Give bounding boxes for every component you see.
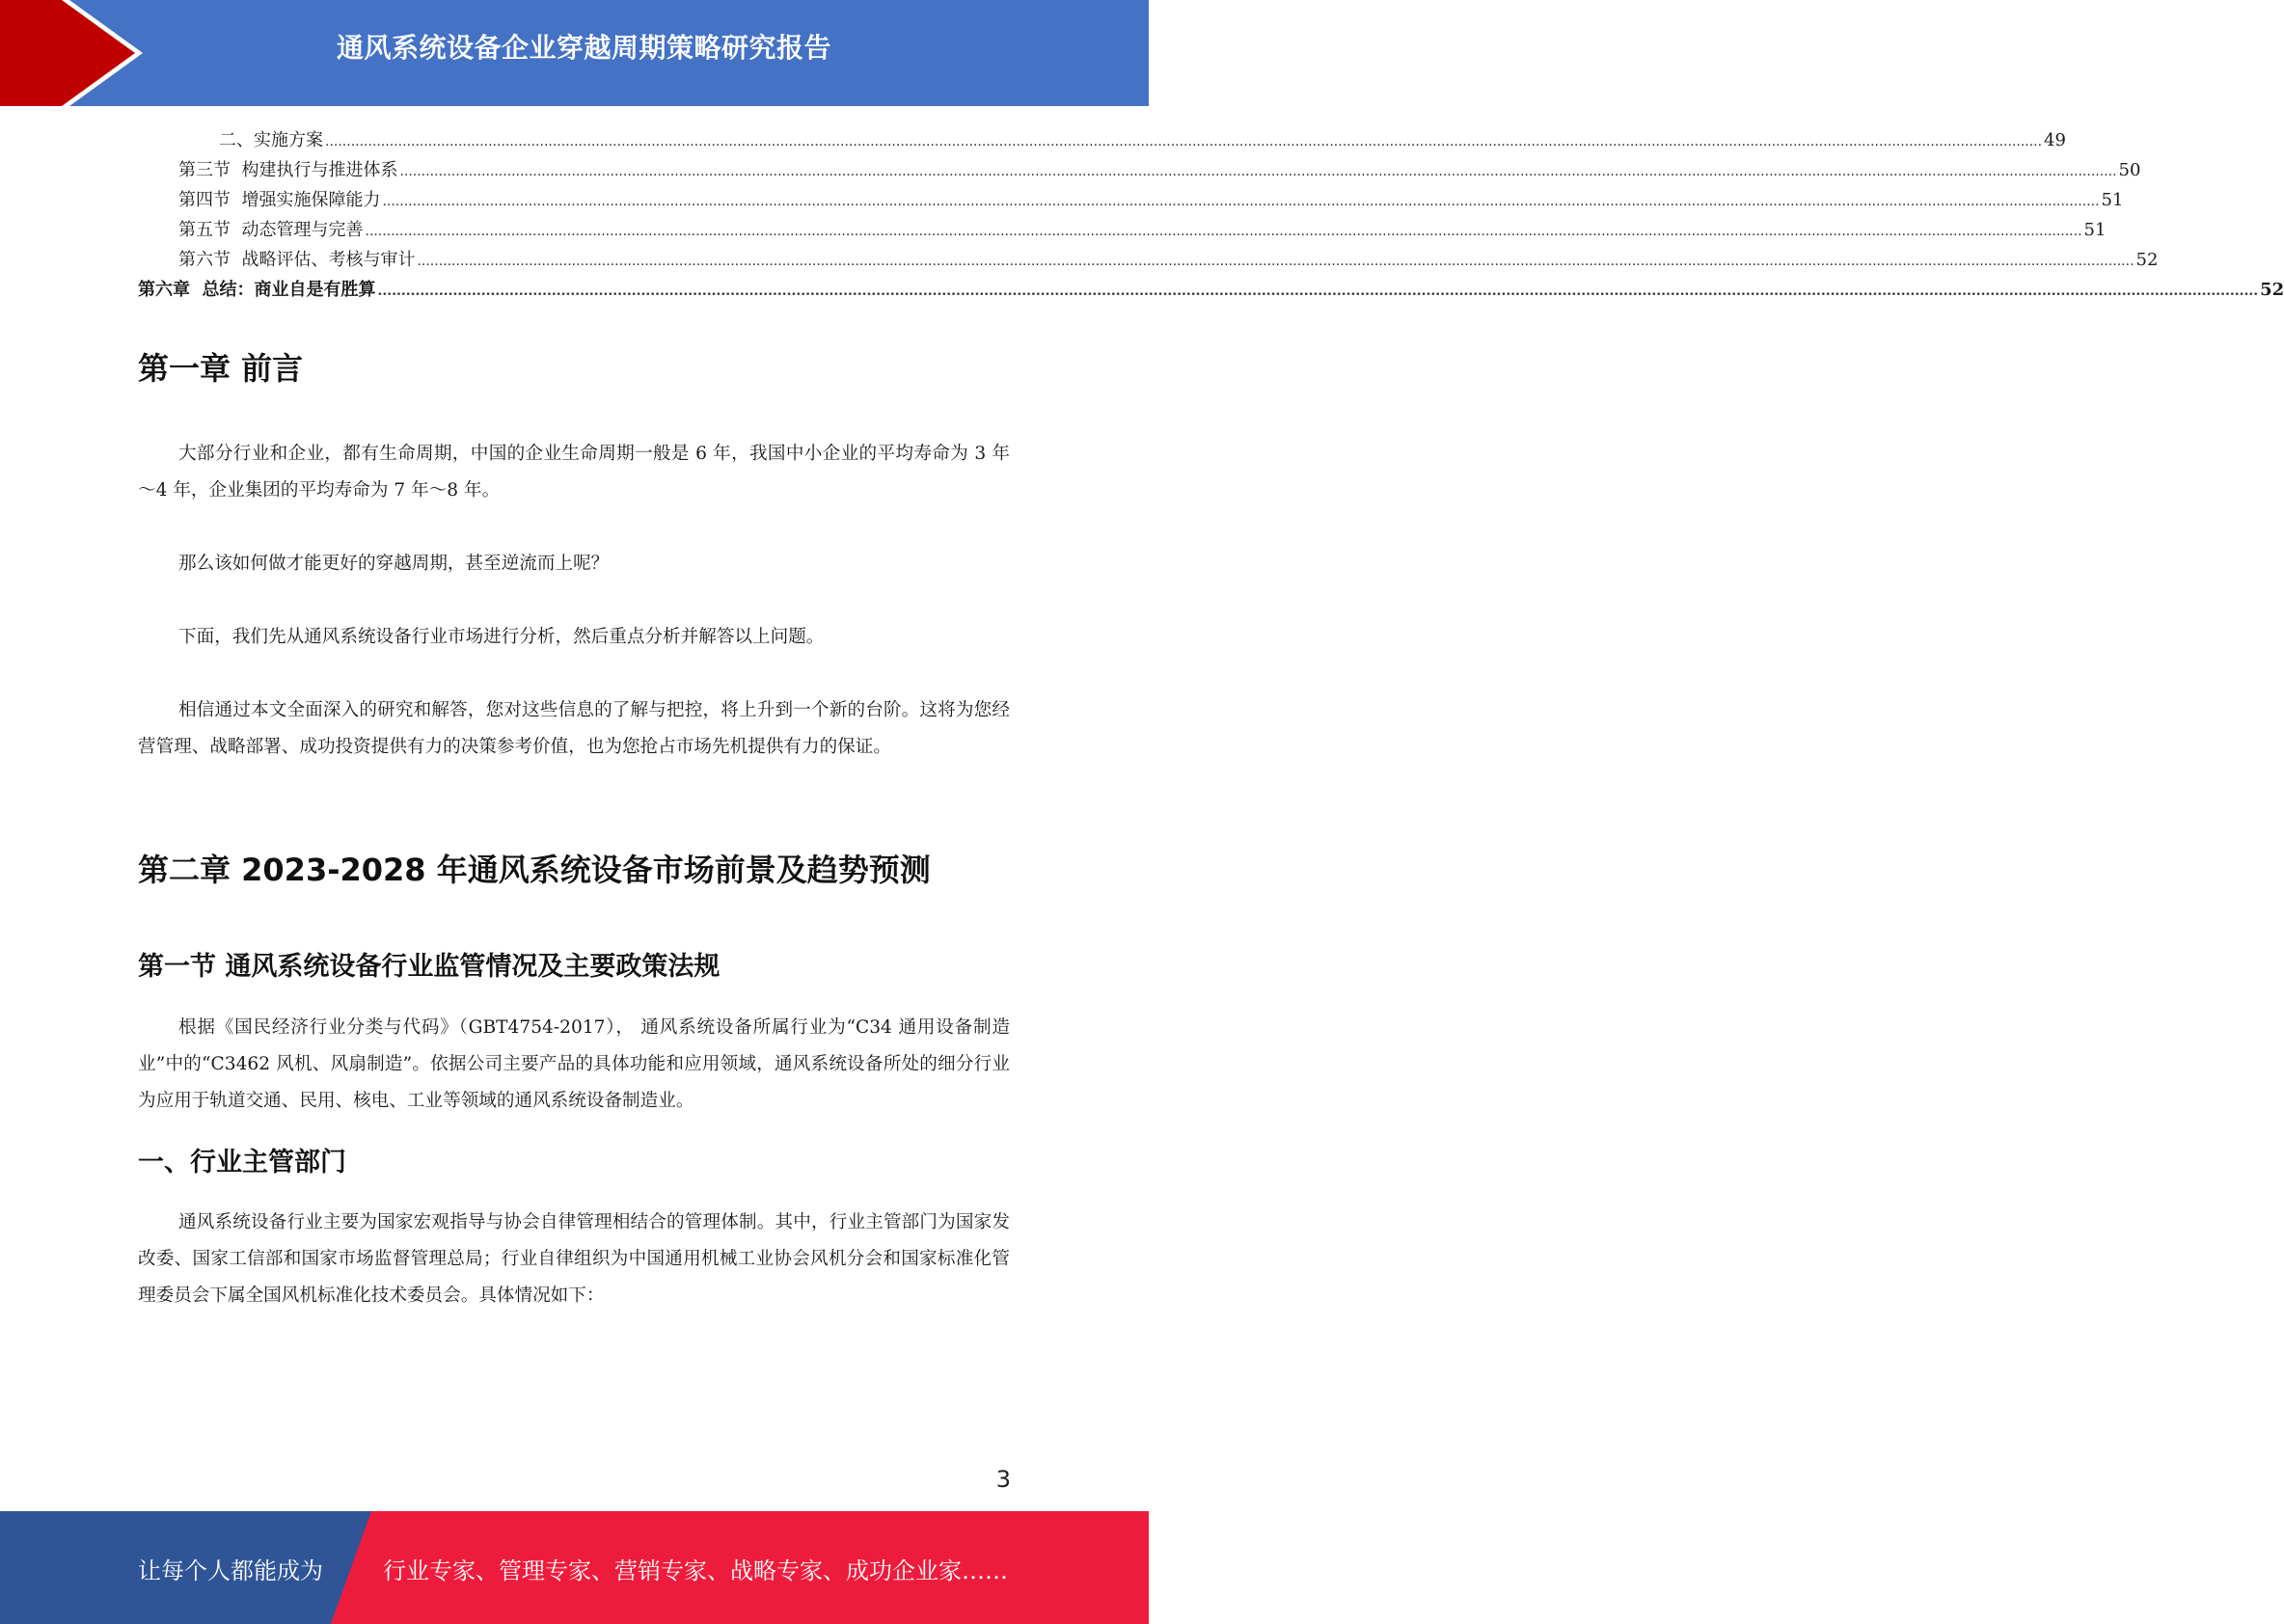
toc-entry-page: 51 xyxy=(2083,220,2107,240)
toc-entry-page: 49 xyxy=(2044,130,2066,150)
chapter-1-title: 第一章 前言 xyxy=(138,350,304,387)
table-of-contents xyxy=(138,125,2284,305)
subsection-paragraph: 通风系统设备行业主要为国家宏观指导与协会自律管理相结合的管理体制。其中，行业主管部门为国家发改委、国家工信部和国家市场监督管理总局；行业自律组织为中国通用机械工业协会风机分会和国家标准化管理委员会下属全国风机标准化技术委员会。具体情况如下： xyxy=(138,1212,1010,1306)
chapter-1-paragraph: 下面，我们先从通风系统设备行业市场进行分析，然后重点分析并解答以上问题。 xyxy=(178,627,825,647)
toc-entry-label: 二、实施方案 xyxy=(219,130,323,150)
toc-entry-label: 第六章 总结：商业自是有胜算 xyxy=(138,280,376,300)
footer-slogan-right: 行业专家、管理专家、营销专家、战略专家、成功企业家…… xyxy=(383,1557,1008,1584)
toc-entry-label: 第四节 增强实施保障能力 xyxy=(178,190,381,210)
toc-leader-dots: ................................................................................................................................................................................................................................................................................................................................................................................................................ xyxy=(325,134,2043,149)
toc-entry-page: 51 xyxy=(2101,190,2124,210)
toc-entry[interactable] xyxy=(138,185,2124,215)
toc-leader-dots: ................................................................................................................................................................................................................................................................................................................................................................................................................ xyxy=(377,284,2259,299)
toc-entry[interactable] xyxy=(138,275,2284,305)
toc-leader-dots: ................................................................................................................................................................................................................................................................................................................................................................................................................ xyxy=(399,164,2117,179)
toc-entry[interactable] xyxy=(138,125,2066,155)
page-number: 3 xyxy=(995,1466,1011,1493)
toc-entry[interactable] xyxy=(138,215,2107,245)
toc-entry[interactable] xyxy=(138,155,2141,185)
page-footer xyxy=(0,1511,1149,1624)
toc-leader-dots: ................................................................................................................................................................................................................................................................................................................................................................................................................ xyxy=(417,254,2134,269)
chapter-1-paragraph: 大部分行业和企业，都有生命周期，中国的企业生命周期一般是 6 年，我国中小企业的平均寿命为 3 年～4 年，企业集团的平均寿命为 7 年～8 年。 xyxy=(138,444,1010,501)
toc-entry[interactable] xyxy=(138,245,2159,275)
chapter-2-title: 第二章 2023-2028 年通风系统设备市场前景及趋势预测 xyxy=(138,852,931,888)
footer-slogan-left: 让每个人都能成为 xyxy=(138,1557,323,1584)
report-title: 通风系统设备企业穿越周期策略研究报告 xyxy=(336,32,831,64)
toc-entry-label: 第五节 动态管理与完善 xyxy=(178,220,364,240)
toc-entry-page: 52 xyxy=(2260,280,2284,300)
page-header xyxy=(0,0,1149,106)
toc-entry-label: 第三节 构建执行与推进体系 xyxy=(178,160,398,180)
toc-entry-page: 50 xyxy=(2118,160,2141,180)
section-title: 第一节 通风系统设备行业监管情况及主要政策法规 xyxy=(138,952,721,982)
toc-leader-dots: ................................................................................................................................................................................................................................................................................................................................................................................................................ xyxy=(382,194,2100,209)
chapter-1-paragraph: 相信通过本文全面深入的研究和解答，您对这些信息的了解与把控，将上升到一个新的台阶。这将为您经营管理、战略部署、成功投资提供有力的决策参考价值，也为您抢占市场先机提供有力的保证。 xyxy=(138,700,1010,757)
section-paragraph: 根据《国民经济行业分类与代码》（GBT4754-2017）， 通风系统设备所属行业为“C34 通用设备制造业”中的“C3462 风机、风扇制造”。依据公司主要产品的具体功能和应用领域，通风系统设备所处的细分行业为应用于轨道交通、民用、核电、工业等领域的通风系统设备制造业。 xyxy=(138,1017,1010,1111)
toc-entry-page: 52 xyxy=(2135,250,2159,270)
toc-entry-label: 第六节 战略评估、考核与审计 xyxy=(178,250,416,270)
subsection-title: 一、行业主管部门 xyxy=(138,1148,346,1177)
chapter-1-paragraph: 那么该如何做才能更好的穿越周期，甚至逆流而上呢？ xyxy=(178,554,610,574)
toc-leader-dots: ................................................................................................................................................................................................................................................................................................................................................................................................................ xyxy=(365,224,2082,239)
